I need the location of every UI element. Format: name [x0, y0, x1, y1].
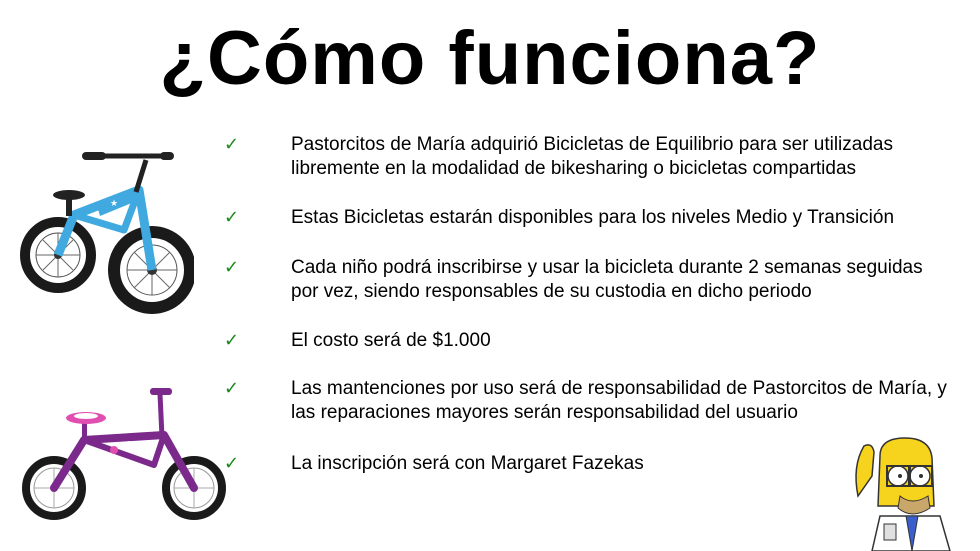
- blue-balance-bike-image: [14, 140, 194, 335]
- checkmark-icon: ✓: [224, 453, 240, 474]
- checkmark-icon: ✓: [224, 257, 240, 278]
- character-head: [878, 438, 934, 514]
- checkmark-icon: ✓: [224, 330, 240, 351]
- checkmark-icon: ✓: [224, 134, 240, 155]
- list-item-text: Cada niño podrá inscribirse y usar la bicicleta durante 2 semanas seguidas por vez, siendo responsables de su custodia en dicho periodo: [291, 257, 923, 302]
- checkmark-icon: ✓: [224, 378, 240, 399]
- handlebar: [150, 388, 172, 437]
- character-body: [872, 516, 950, 551]
- handlebar: [82, 152, 174, 192]
- list-item-text: Las mantenciones por uso será de responsabilidad de Pastorcitos de María, y las reparaciones mayores serán responsabilidad del usuario: [291, 378, 947, 423]
- purple-frame: [54, 435, 194, 488]
- page-title: ¿Cómo funciona?: [159, 16, 821, 101]
- checkmark-icon: ✓: [224, 207, 240, 228]
- list-item-text: Pastorcitos de María adquirió Bicicletas de Equilibrio para ser utilizadas libremente en la modalidad de bikesharing o bicicletas compartidas: [291, 134, 893, 179]
- svg-text:★: ★: [110, 199, 119, 209]
- list-item-text: La inscripción será con Margaret Fazekas: [291, 453, 644, 474]
- list-item-text: Estas Bicicletas estarán disponibles para los niveles Medio y Transición: [291, 207, 895, 228]
- purple-balance-bike-image: [4, 380, 244, 530]
- list-item-text: El costo será de $1.000: [291, 330, 491, 351]
